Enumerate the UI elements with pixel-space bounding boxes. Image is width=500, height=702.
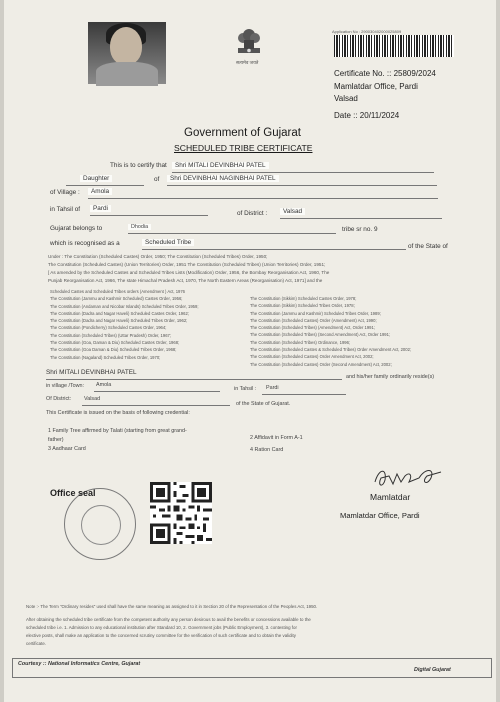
certificate-number: Certificate No. :: 25809/2024	[334, 69, 436, 78]
signatory-title: Mamlatdar	[370, 492, 411, 502]
office-seal-stamp	[64, 488, 136, 560]
resident-name: Shri MITALI DEVINBHAI PATEL	[46, 369, 137, 376]
tribe-serial: tribe sr no. 9	[342, 226, 378, 233]
of-state: of the State of Gujarat.	[236, 401, 291, 407]
qr-code	[150, 482, 212, 544]
village-label: of Village :	[50, 189, 80, 196]
credentials-right: 2 Affidavit in Form A-1 4 Ration Card	[250, 435, 303, 453]
certify-prefix: This is to certify that	[110, 162, 167, 169]
certificate-title: SCHEDULED TRIBE CERTIFICATE	[174, 143, 313, 153]
note-line-1: Note :- The Term "Ordinary resides" used shall have the same meaning as assigned to it in Section 20 of the Representation of the Peoples Act, 1950.	[26, 604, 318, 609]
emblem-caption: सत्यमेव जयते	[236, 60, 259, 65]
signature-mark	[369, 462, 449, 492]
recognised-value: Scheduled Tribe	[142, 239, 194, 246]
in-village-value: Amola	[96, 382, 112, 388]
barcode-caption: Application No : 290030402000025809	[332, 29, 402, 34]
orders-list-left: Scheduled Castes and Scheduled Tribes orders (Amendment ) Act, 1976 The Constitution (Jammu and Kashmir Scheduled) Castes Order, 1956; The Constitution (Andaman and Nicobar Islands) Scheduled Tribes Order, 1959; The Constitution (Dadra and Nagar Haveli) Scheduled Castes Order, 1962; The Constitution (Dadra and Nagar Haveli) Scheduled Tribes Order, 1962; The Constitution (Pondicherry) Scheduled Castes Order, 1964; The Constitution (Scheduled Tribes) (Uttar Pradesh) Order, 1967; The Constitution (Goa, Daman & Diu) Scheduled Castes Order, 1968; The Constitution (Goa Daman & Diu) Scheduled Tribes Order, 1968; The Constitution (Nagaland) Scheduled Tribes Order, 1970;	[50, 289, 199, 360]
credentials-left: 1 Family Tree affirmed by Talati (starting from great grand- father) 3 Aadhaar Card	[48, 428, 187, 452]
district-label: of District :	[237, 210, 268, 217]
issued-basis: This Certificate is issued on the basis of following credential:	[46, 410, 190, 416]
digital-gujarat-text: Digital Gujarat	[414, 667, 451, 673]
in-village-label: in village /Town:	[46, 383, 85, 389]
village-value: Amola	[88, 188, 112, 195]
issuing-office: Mamlatdar Office, Pardi	[334, 82, 418, 91]
under-orders-text: Under : The Constitution (Scheduled Castes) Order, 1950; The Constitution (Scheduled Tribes) Order, 1950; The Constitution (Scheduled Castes) (Union Territories) Order, 1951 The Constitution (Scheduled Tribes) (Union Territories) Order, 1951; [ As amended by the Scheduled Castes and Scheduled Tribes Lists (Modification) Order, 1956, the Bombay Reorganisation Act, 1960, The Punjab Reorganisation Act, 1966, The state Himachal Pradesh Act, 1970, The North Eastern Areas (Reorganisation) Act, 1971] and the	[48, 254, 330, 283]
national-emblem-icon	[230, 26, 268, 62]
relation: Daughter	[80, 175, 112, 182]
of-label: of	[154, 176, 160, 183]
tribe-name: Dhodia	[128, 224, 151, 230]
recognised-label: which is recognised as a	[50, 240, 120, 247]
resident-suffix: and his/her family ordinarily reside(s)	[346, 374, 435, 380]
issue-date: Date :: 20/11/2024	[334, 111, 400, 120]
government-title: Government of Gujarat	[184, 127, 301, 139]
district-value: Valsad	[280, 208, 305, 215]
belongs-label: Gujarat belongs to	[50, 225, 103, 232]
holder-name: Shri MITALI DEVINBHAI PATEL	[172, 162, 269, 169]
in-tahsil-value: Pardi	[266, 385, 279, 391]
issuing-place: Valsad	[334, 94, 358, 103]
courtesy-text: Courtesy :: National Informatics Centre, Gujarat	[18, 661, 141, 667]
tahsil-label: in Tahsil of	[50, 206, 81, 213]
orders-list-right: The Constitution (Sikkim) Scheduled Castes Order, 1978; The Constitution (Sikkim) Scheduled Tribes Order, 1978; The Constitution (Jammu and Kashmir) Scheduled Tribes Order, 1989; The Constitution (Scheduled Castes) Order (Amendment) Act, 1990; The Constitution (Scheduled Tribes) (Amendment) Act, Order 1991; The Constitution (Scheduled Tribes) (Second Amendment) Act, Order 1991; The Constitution (Scheduled Tribes) Ordinance, 1996; The Constitution (Scheduled Castes & Scheduled Tribes) Order Amendment Act, 2002; The Constitution (Scheduled Castes) Order Amendment Act, 2002; The Constitution (Scheduled Castes) Order (Second Amendment) Act, 2002;	[250, 296, 412, 367]
signatory-office: Mamlatdar Office, Pardi	[340, 511, 420, 520]
parent-name: Shri DEVINBHAI NAGINBHAI PATEL	[167, 175, 279, 182]
in-tahsil-label: in Tahsil :	[234, 386, 257, 392]
applicant-photo	[88, 22, 166, 84]
of-district-value: Valsad	[84, 396, 101, 402]
note-details: After obtaining the scheduled tribe certificate from the competent authority any person desirous to avail the benefits or concessions available to the scheduled tribe i.e. 1. Admission to any educational institution after Standard 10, 2. Government jobs (Public Employment), 3. contesting for elective posts, shall make an application to the concerned scrutiny committee for the verification of such certificate and to obtain the validity certificate.	[26, 617, 311, 646]
office-seal-label: Office seal	[50, 488, 96, 498]
certificate-page	[4, 0, 496, 702]
state-label: of the State of	[408, 243, 448, 250]
tahsil-value: Pardi	[90, 205, 111, 212]
barcode	[334, 35, 454, 57]
of-district-label: Of District:	[46, 396, 72, 402]
